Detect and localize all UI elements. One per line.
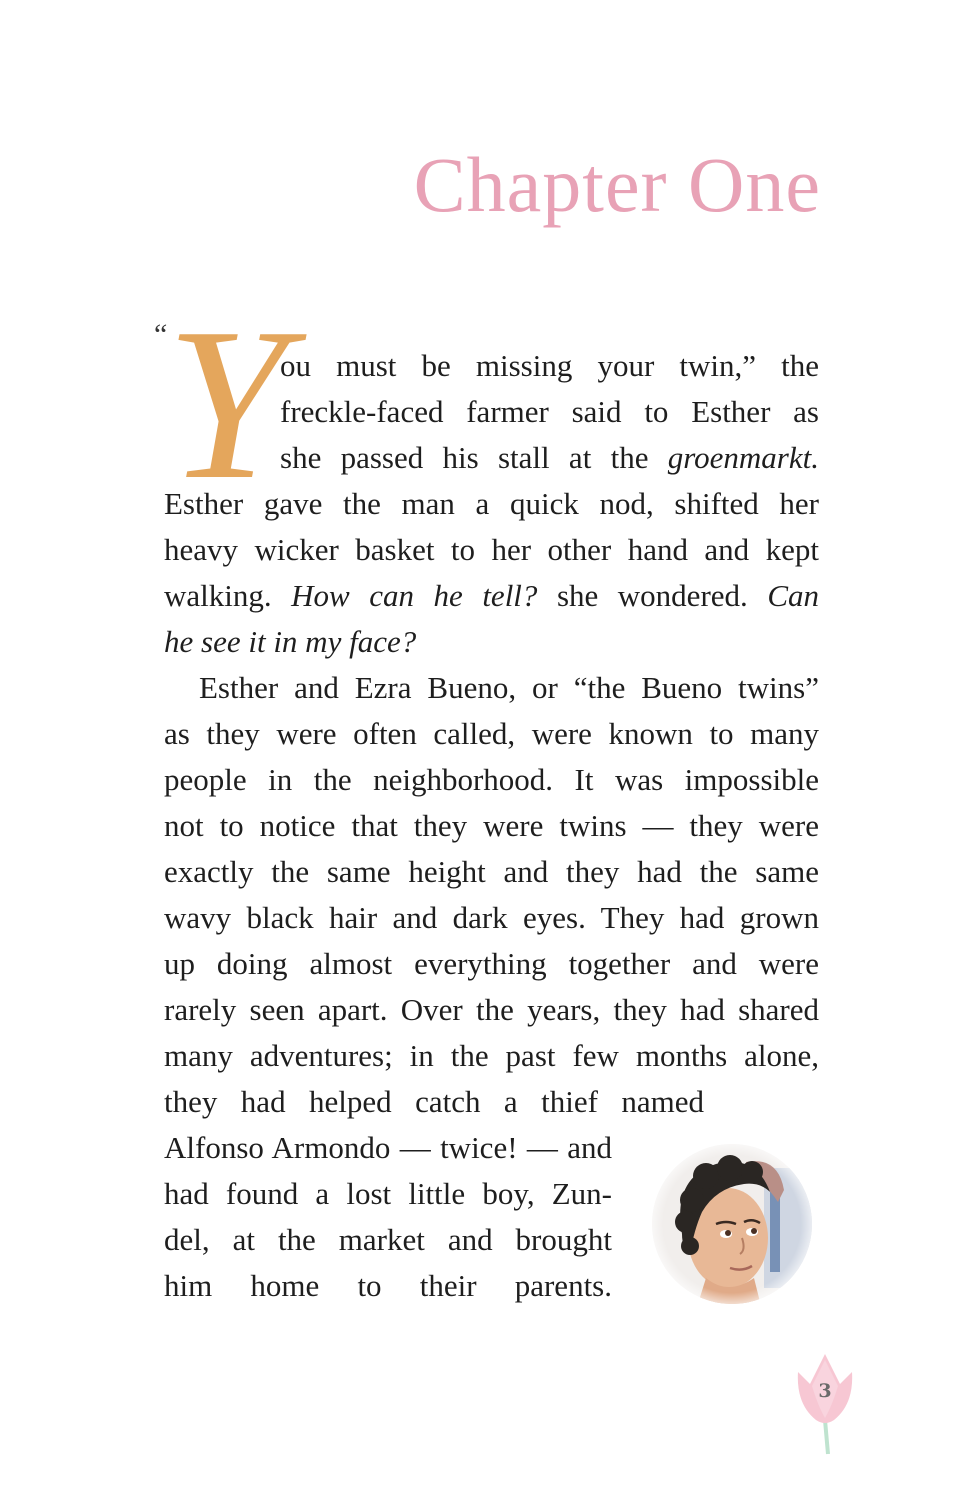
drop-cap: Y xyxy=(166,284,288,525)
body-line: they had helped catch a thief named xyxy=(164,1084,704,1119)
boy-portrait-icon xyxy=(646,1138,818,1310)
body-line: walking. How can he tell? she wondered. Can xyxy=(164,578,819,613)
body-line: exactly the same height and they had the same xyxy=(164,854,819,889)
body-line: had found a lost little boy, Zun- xyxy=(164,1176,612,1211)
body-line: she passed his stall at the groenmarkt. xyxy=(280,440,819,475)
thought-text: Can xyxy=(767,578,819,613)
emphasis-text: groenmarkt. xyxy=(667,440,819,475)
body-line: many adventures; in the past few months alone, xyxy=(164,1038,819,1073)
body-line: del, at the market and brought xyxy=(164,1222,612,1257)
chapter-title: Chapter One xyxy=(413,141,821,228)
body-line: not to notice that they were twins — they were xyxy=(164,808,819,843)
body-line: Alfonso Armondo — twice! — and xyxy=(164,1130,612,1165)
body-line: people in the neighborhood. It was impossible xyxy=(164,762,819,797)
page-number: 3 xyxy=(818,1380,832,1402)
body-line: wavy black hair and dark eyes. They had grown xyxy=(164,900,819,935)
body-line: rarely seen apart. Over the years, they had shared xyxy=(164,992,819,1027)
body-line: heavy wicker basket to her other hand and kept xyxy=(164,532,819,567)
body-line: freckle-faced farmer said to Esther as xyxy=(280,394,819,429)
body-line: Esther and Ezra Bueno, or “the Bueno twins” xyxy=(199,670,819,705)
opening-quote-mark: “ xyxy=(154,318,168,351)
body-line: as they were often called, were known to many xyxy=(164,716,819,751)
thought-text: How can he tell? xyxy=(291,578,538,613)
body-line: him home to their parents. xyxy=(164,1268,612,1303)
body-line: up doing almost everything together and were xyxy=(164,946,819,981)
body-line xyxy=(164,619,819,665)
thought-text: he see it in my face? xyxy=(164,624,417,659)
body-line: ou must be missing your twin,” the xyxy=(280,348,819,383)
body-line: Esther gave the man a quick nod, shifted her xyxy=(164,486,819,521)
